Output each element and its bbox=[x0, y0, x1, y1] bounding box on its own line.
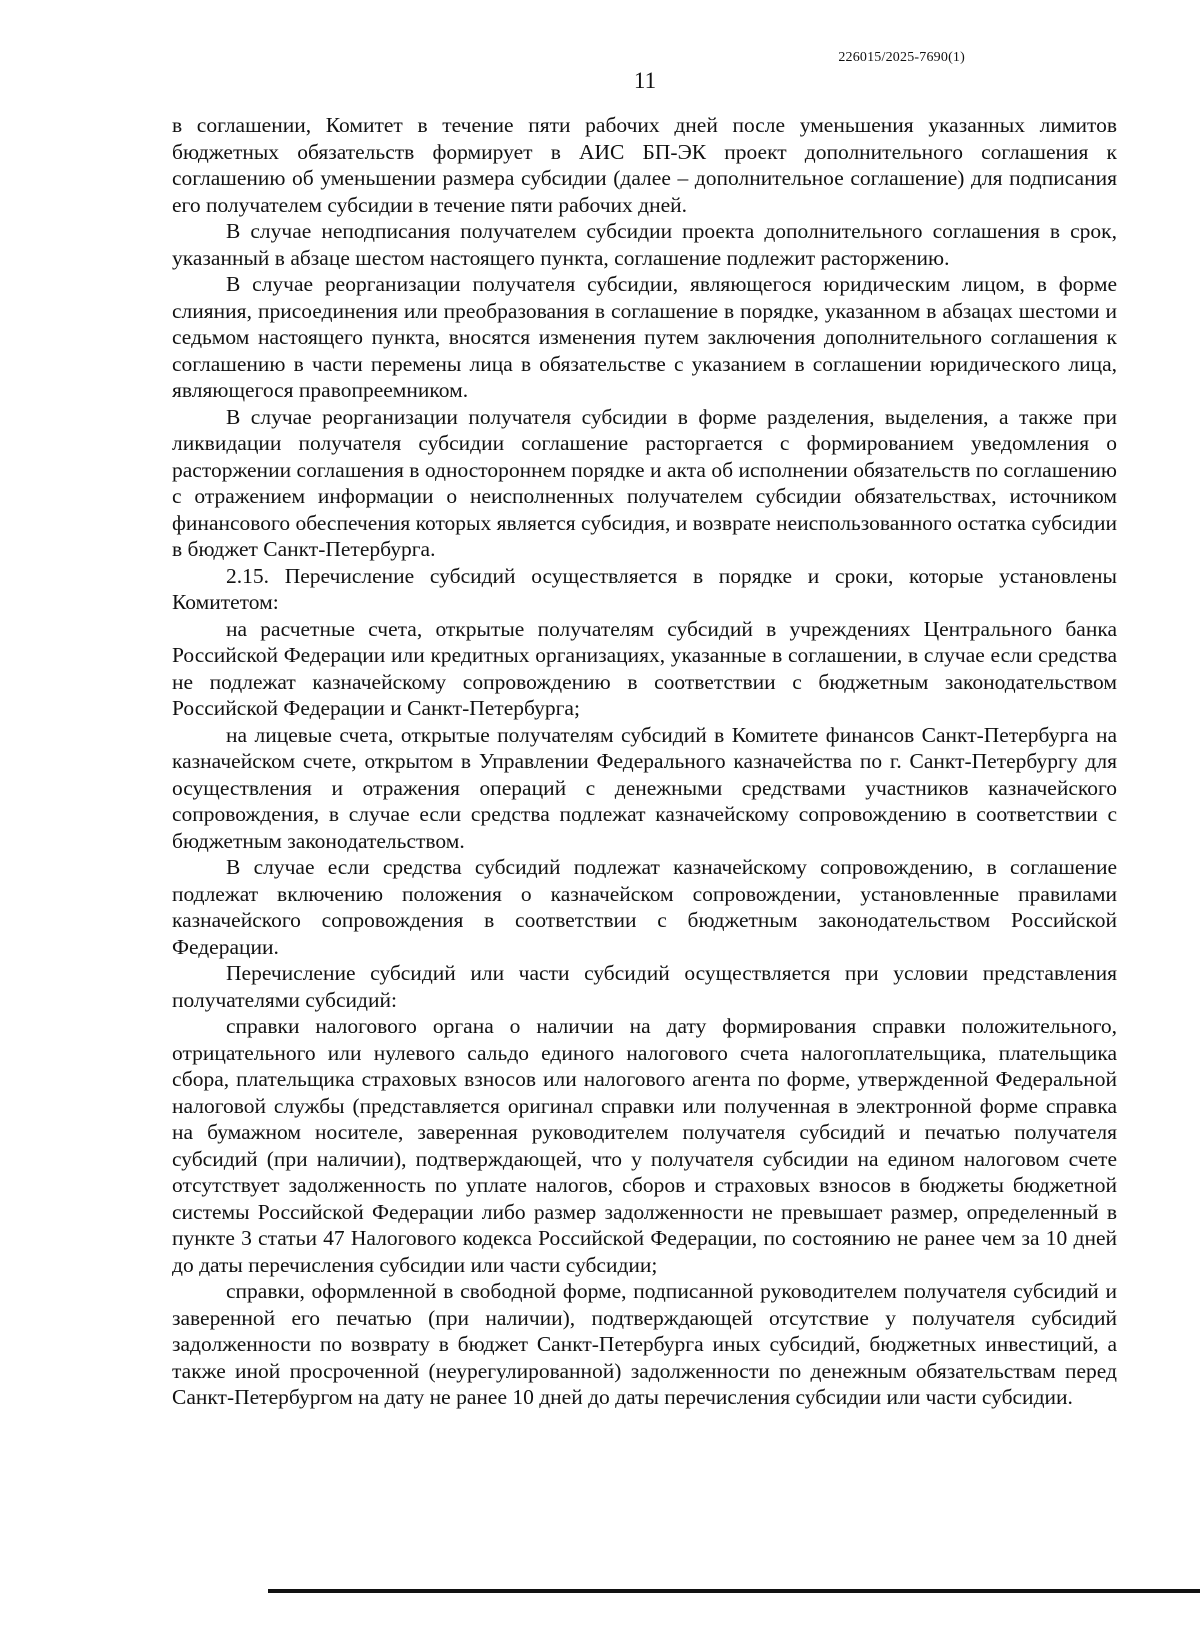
paragraph-personal-accounts: на лицевые счета, открытые получателям субсидий в Комитете финансов Санкт-Петербурга на казначейском счете, открытом в Управлении Федерального казначейства по г. Санкт-Петербургу для осуществления и отражения операций с денежными средствами участников казначейского сопровождения, в случае если средства подлежат казначейскому сопровождению в соответствии с бюджетным законодательством. bbox=[172, 722, 1117, 853]
paragraph-2-15: 2.15. Перечисление субсидий осуществляется в порядке и сроки, которые установлены Комитетом: bbox=[172, 563, 1117, 614]
paragraph-treasury-support: В случае если средства субсидий подлежат казначейскому сопровождению, в соглашение подлежат включению положения о казначейском сопровождении, установленные правилами казначейского сопровождения в соответствии с бюджетным законодательством Российской Федерации. bbox=[172, 855, 1117, 959]
paragraph-continuation: в соглашении, Комитет в течение пяти рабочих дней после уменьшения указанных лимитов бюджетных обязательств формирует в АИС БП-ЭК проект дополнительного соглашения к соглашению об уменьшении размера субсидии (далее – дополнительное соглашение) для подписания его получателем субсидии в течение пяти рабочих дней. bbox=[172, 113, 1117, 217]
paragraph-tax-certificate: справки налогового органа о наличии на дату формирования справки положительного, отрицательного или нулевого сальдо единого налогового счета налогоплательщика, плательщика сбора, плательщика страховых взносов или налогового агента по форме, утвержденной Федеральной налоговой службы (представляется оригинал справки или полученная в электронной форме справка на бумажном носителе, заверенная руководителем получателя субсидий и печатью получателя субсидий (при наличии), подтверждающей, что у получателя субсидии на едином налоговом счете отсутствует задолженность по уплате налогов, сборов и страховых взносов в бюджеты бюджетной системы Российской Федерации либо размер задолженности не превышает размер, определенный в пункте 3 статьи 47 Налогового кодекса Российской Федерации, по состоянию не ранее чем за 10 дней до даты перечисления субсидии или части субсидии; bbox=[172, 1014, 1117, 1277]
scan-bottom-edge-line bbox=[268, 1589, 1200, 1593]
paragraph-non-signing: В случае неподписания получателем субсидии проекта дополнительного соглашения в срок, указанный в абзаце шестом настоящего пункта, соглашение подлежит расторжению. bbox=[172, 219, 1117, 270]
paragraph-free-form-certificate: справки, оформленной в свободной форме, подписанной руководителем получателя субсидий и заверенной его печатью (при наличии), подтверждающей отсутствие у получателя субсидий задолженности по возврату в бюджет Санкт-Петербурга иных субсидий, бюджетных инвестиций, а также иной просроченной (неурегулированной) задолженности по денежным обязательствам перед Санкт-Петербургом на дату не ранее 10 дней до даты перечисления субсидии или части субсидии. bbox=[172, 1279, 1117, 1409]
page-number: 11 bbox=[633, 68, 657, 93]
paragraph-reorganization-division: В случае реорганизации получателя субсидии в форме разделения, выделения, а также при ликвидации получателя субсидии соглашение расторгается с формированием уведомления о расторжении соглашения в одностороннем порядке и акта об исполнении обязательств по соглашению с отражением информации о неисполненных получателем субсидии обязательствах, источником финансового обеспечения которых является субсидия, и возврате неиспользованного остатка субсидии в бюджет Санкт-Петербурга. bbox=[172, 404, 1118, 561]
paragraph-transfer-conditions: Перечисление субсидий или части субсидий осуществляется при условии представления получателями субсидий: bbox=[172, 961, 1117, 1012]
document-registration-number: 226015/2025-7690(1) bbox=[838, 50, 965, 65]
document-body bbox=[172, 112, 1117, 1411]
paragraph-reorganization-merger: В случае реорганизации получателя субсидии, являющегося юридическим лицом, в форме слияния, присоединения или преобразования в соглашение в порядке, указанном в абзацах шестоми и седьмом настоящего пункта, вносятся изменения путем заключения дополнительного соглашения к соглашению в части перемены лица в обязательстве с указанием в соглашении юридического лица, являющегося правопреемником. bbox=[172, 272, 1117, 402]
paragraph-settlement-accounts: на расчетные счета, открытые получателям субсидий в учреждениях Центрального банка Российской Федерации или кредитных организациях, указанные в соглашении, в случае если средства не подлежат казначейскому сопровождению в соответствии с бюджетным законодательством Российской Федерации и Санкт-Петербурга; bbox=[172, 616, 1117, 720]
